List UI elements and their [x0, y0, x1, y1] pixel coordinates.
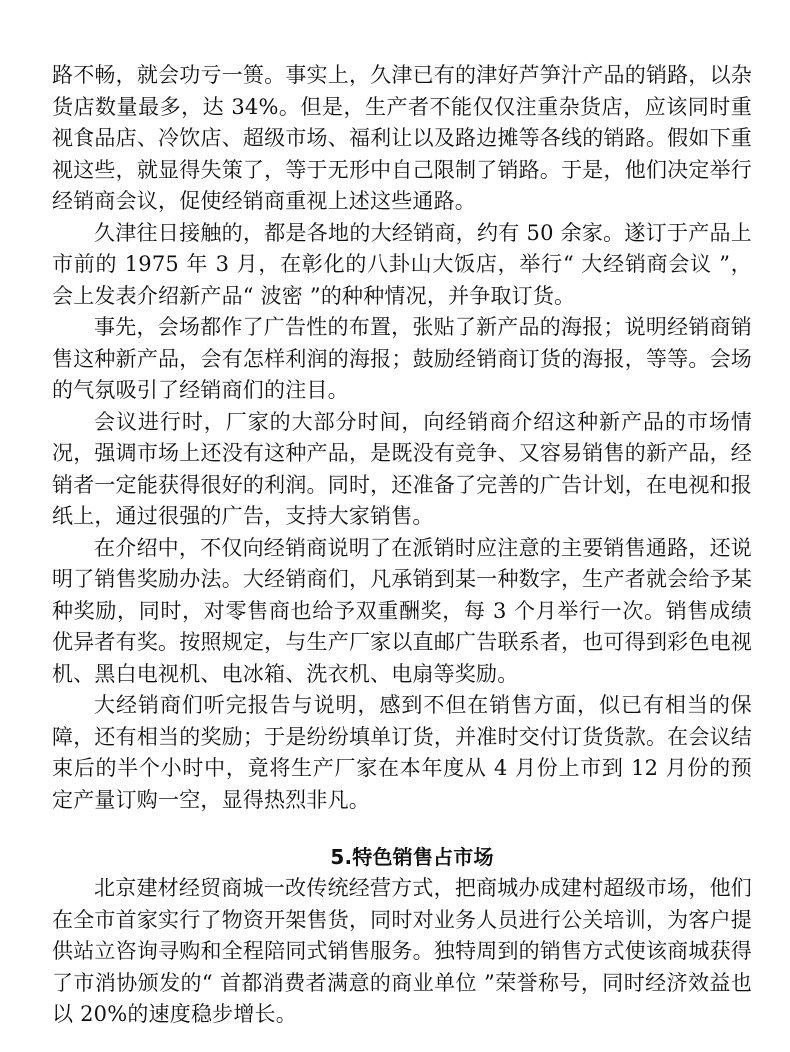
document-page — [52, 60, 752, 1031]
paragraph: 久津往日接触的，都是各地的大经销商，约有 50 余家。遂订于产品上市前的 1975 年 3 月，在彰化的八卦山大饭店，举行“ 大经销商会议 ”，会上发表介绍新产品“ 波密 ”的种种情况，并争取订货。 — [52, 220, 752, 308]
paragraph: 北京建材经贸商城一改传统经营方式，把商城办成建村超级市场，他们在全市首家实行了物资开架售货，同时对业务人员进行公关培训，为客户提供站立咨询寻购和全程陪同式销售服务。独特周到的销售方式使该商城获得了市消协颁发的“ 首都消费者满意的商业单位 ”荣誉称号，同时经济效益也以 20%的速度稳步增长。 — [52, 876, 752, 1026]
paragraph: 在介绍中，不仅向经销商说明了在派销时应注意的主要销售通路，还说明了销售奖励办法。大经销商们，凡承销到某一种数字，生产者就会给予某种奖励，同时，对零售商也给予双重酬奖，每 3 个月举行一次。销售成绩优异者有奖。按照规定，与生产厂家以直邮广告联系者，也可得到彩色电视机、黑白电视机、电冰箱、洗衣机、电扇等奖励。 — [52, 535, 752, 686]
section-heading: 5.特色销售占市场 — [330, 845, 494, 869]
paragraph: 会议进行时，厂家的大部分时间，向经销商介绍这种新产品的市场情况，强调市场上还没有这种产品，是既没有竞争、又容易销售的新产品，经销者一定能获得很好的利润。同时，还准备了完善的广告计划，在电视和报纸上，通过很强的广告，支持大家销售。 — [52, 409, 752, 528]
paragraph: 事先，会场都作了广告性的布置，张贴了新产品的海报；说明经销商销售这种新产品，会有怎样利润的海报；鼓励经销商订货的海报，等等。会场的气氛吸引了经销商们的注目。 — [52, 315, 752, 402]
paragraph: 路不畅，就会功亏一篑。事实上，久津已有的津好芦笋汁产品的销路，以杂货店数量最多，达 34%。但是，生产者不能仅仅注重杂货店，应该同时重视食品店、冷饮店、超级市场、福利让以及路边摊等各线的销路。假如下重视这些，就显得失策了，等于无形中自己限制了销路。于是，他们决定举行经销商会议，促使经销商重视上述这些通路。 — [52, 63, 752, 213]
paragraph: 大经销商们听完报告与说明，感到不但在销售方面，似已有相当的保障，还有相当的奖励；于是纷纷填单订货，并准时交付订货货款。在会议结束后的半个小时中，竟将生产厂家在本年度从 4 月份上市到 12 月份的预定产量订购一空，显得热烈非凡。 — [52, 693, 752, 812]
